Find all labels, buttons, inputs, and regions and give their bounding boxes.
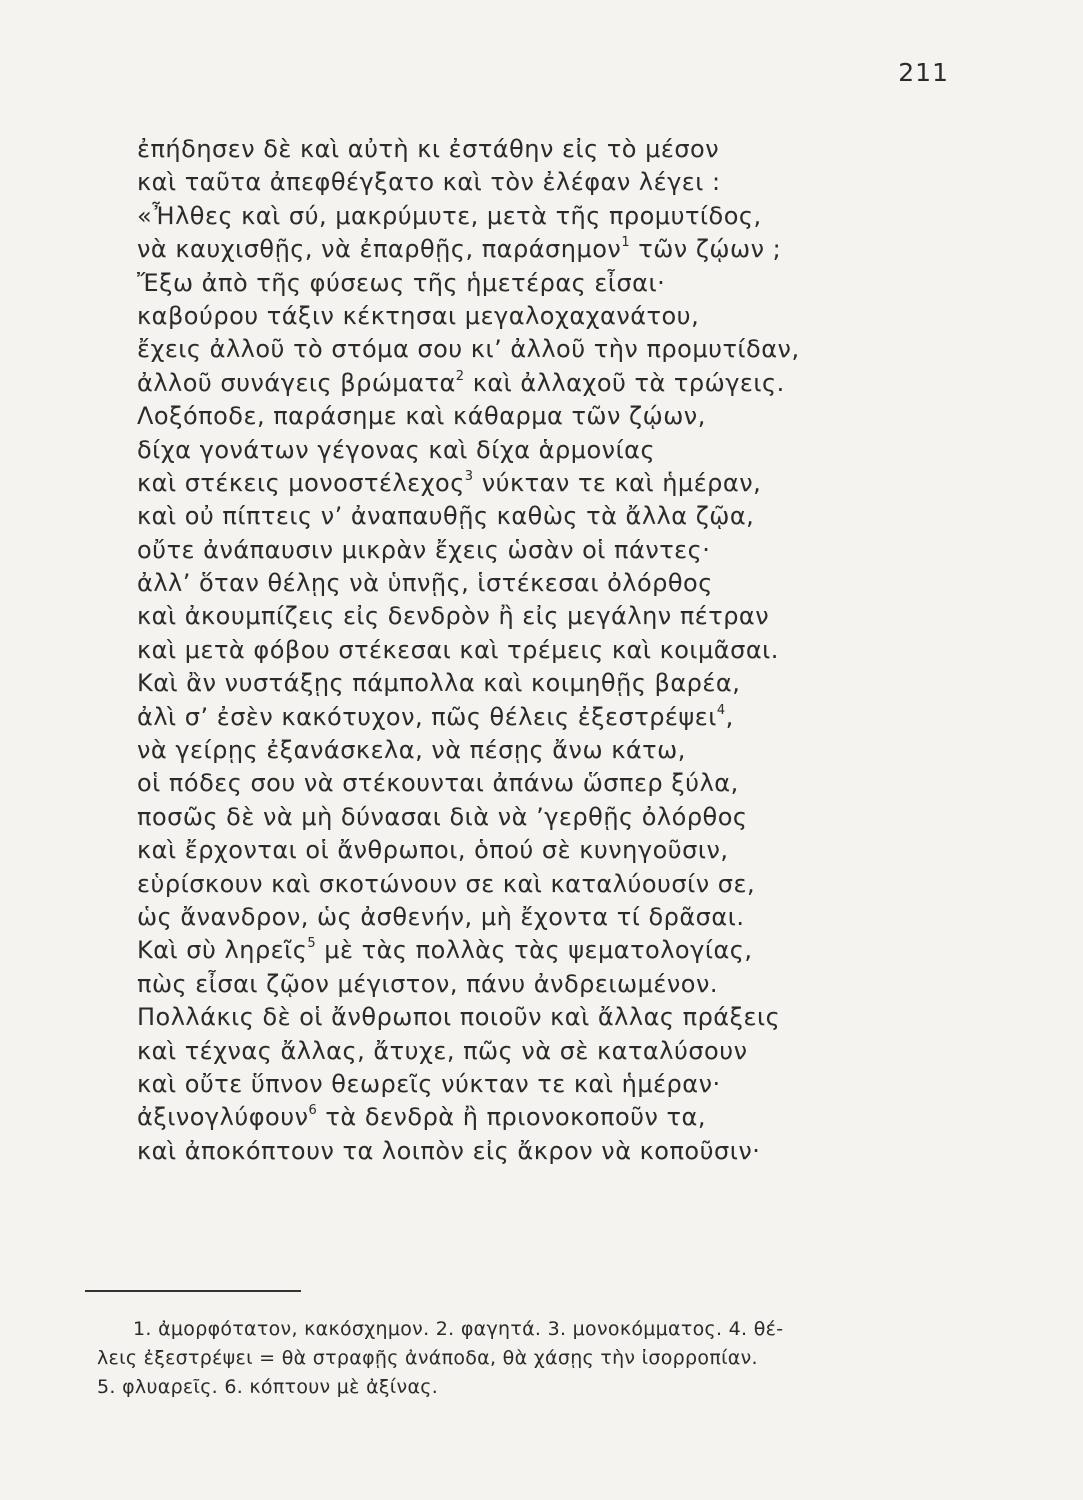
verse-text: καβούρου τάξιν κέκτησαι μεγαλοχαχανάτου, — [137, 301, 700, 330]
verse-line — [137, 434, 937, 467]
verse-line — [137, 1135, 937, 1168]
footnote-line: 1. ἀμορφότατον, κακόσχημον. 2. φαγητά. 3. μονοκόμματος. 4. θέ- — [133, 1318, 784, 1340]
verse-text: Καὶ σὺ ληρεῖς — [137, 936, 308, 965]
verse-text: καὶ ταῦτα ἀπεφθέγξατο καὶ τὸν ἐλέφαν λέγει : — [137, 168, 721, 197]
verse-line — [137, 801, 937, 834]
verse-line — [137, 400, 937, 433]
verse-line — [137, 166, 937, 199]
footnotes — [97, 1315, 969, 1402]
verse-text: ἀλλ’ ὅταν θέλῃς νὰ ὑπνῇς, ἱστέκεσαι ὀλόρθος — [137, 569, 713, 598]
verse-text: καὶ μετὰ φόβου στέκεσαι καὶ τρέμεις καὶ κοιμᾶσαι. — [137, 635, 779, 664]
verse-text-continued: , — [725, 702, 734, 731]
verse-line — [137, 300, 937, 333]
footnote-marker: 6 — [308, 1103, 318, 1119]
verse-text: ἔχεις ἀλλοῦ τὸ στόμα σου κι’ ἀλλοῦ τὴν προμυτίδαν, — [137, 335, 800, 364]
verse-text: ἀλὶ σ’ ἐσὲν κακότυχον, πῶς θέλεις ἐξεστρέψει — [137, 702, 717, 731]
verse-text: ἀλλοῦ συνάγεις βρώματα — [137, 368, 456, 397]
verse-line — [137, 467, 937, 500]
footnote-marker: 2 — [455, 368, 465, 384]
verse-line — [137, 667, 937, 700]
page-number: 211 — [898, 58, 949, 87]
footnote-marker: 3 — [464, 468, 474, 484]
verse-line — [137, 534, 937, 567]
verse-line — [137, 600, 937, 633]
verse-line — [137, 500, 937, 533]
verse-text: ἀξινογλύφουν — [137, 1103, 309, 1132]
verse-text: οὔτε ἀνάπαυσιν μικρὰν ἔχεις ὡσὰν οἱ πάντες· — [137, 535, 711, 564]
footnote-line: 5. φλυαρεῖς. 6. κόπτουν μὲ ἀξίνας. — [97, 1376, 439, 1398]
verse-text-continued: νύκταν τε καὶ ἡμέραν, — [473, 468, 762, 497]
verse-line — [137, 1035, 937, 1068]
verse-text: καὶ ἔρχονται οἱ ἄνθρωποι, ὁπού σὲ κυνηγοῦσιν, — [137, 836, 729, 865]
verse-line — [137, 333, 937, 366]
verse-text: «Ἦλθες καὶ σύ, μακρύμυτε, μετὰ τῆς προμυτίδος, — [137, 201, 762, 230]
verse-text-continued: μὲ τὰς πολλὰς τὰς ψεματολογίας, — [316, 936, 753, 965]
verse-line — [137, 634, 937, 667]
verse-text: καὶ στέκεις μονοστέλεχος — [137, 468, 465, 497]
verse-text: δίχα γονάτων γέγονας καὶ δίχα ἁρμονίας — [137, 435, 656, 464]
footnote-divider — [85, 1290, 301, 1292]
verse-line — [137, 200, 937, 233]
verse-text: οἱ πόδες σου νὰ στέκουνται ἀπάνω ὥσπερ ξύλα, — [137, 769, 739, 798]
verse-text: Λοξόποδε, παράσημε καὶ κάθαρμα τῶν ζῴων, — [137, 402, 706, 431]
verse-line — [137, 901, 937, 934]
verse-text: καὶ τέχνας ἄλλας, ἄτυχε, πῶς νὰ σὲ καταλύσουν — [137, 1036, 748, 1065]
verse-text: ποσῶς δὲ νὰ μὴ δύνασαι διὰ νὰ ’γερθῇς ὀλόρθος — [137, 802, 748, 831]
verse-text: ἐπήδησεν δὲ καὶ αὐτὴ κι ἐστάθην εἰς τὸ μέσον — [137, 135, 720, 163]
verse-line — [137, 934, 937, 967]
verse-text: Ἔξω ἀπὸ τῆς φύσεως τῆς ἡμετέρας εἶσαι· — [137, 268, 666, 297]
verse-text: ὡς ἄνανδρον, ὡς ἀσθενήν, μὴ ἔχοντα τί δρᾶσαι. — [137, 902, 745, 931]
footnote-marker: 5 — [307, 936, 317, 952]
verse-text: νὰ καυχισθῇς, νὰ ἐπαρθῇς, παράσημον — [137, 235, 622, 264]
verse-line — [137, 133, 937, 166]
verse-text: καὶ οὐ πίπτεις ν’ ἀναπαυθῇς καθὼς τὰ ἄλλα ζῷα, — [137, 502, 755, 531]
footnote-line: λεις ἐξεστρέψει = θὰ στραφῇς ἀνάποδα, θὰ χάσῃς τὴν ἰσορροπίαν. — [97, 1347, 758, 1369]
verse-line — [137, 734, 937, 767]
verse-line — [137, 267, 937, 300]
verse-line — [137, 968, 937, 1001]
verse-line — [137, 567, 937, 600]
verse-line — [137, 1068, 937, 1101]
verse-text-continued: τῶν ζῴων ; — [630, 235, 782, 264]
verse-text-continued: τὰ δενδρὰ ἢ πριονοκοποῦν τα, — [317, 1103, 706, 1132]
verse-text: εὑρίσκουν καὶ σκοτώνουν σε καὶ καταλύουσίν σε, — [137, 869, 756, 898]
verse-line — [137, 1001, 937, 1034]
verse-text: Πολλάκις δὲ οἱ ἄνθρωποι ποιοῦν καὶ ἄλλας πράξεις — [137, 1003, 781, 1032]
verse-text: Καὶ ἂν νυστάξῃς πάμπολλα καὶ κοιμηθῇς βαρέα, — [137, 669, 741, 698]
verse-text: καὶ οὔτε ὕπνον θεωρεῖς νύκταν τε καὶ ἡμέραν· — [137, 1069, 721, 1098]
verse-text: πὼς εἶσαι ζῷον μέγιστον, πάνυ ἀνδρειωμένον. — [137, 969, 718, 998]
verse-line — [137, 367, 937, 400]
footnote-marker: 4 — [716, 702, 726, 718]
verse-line — [137, 767, 937, 800]
verse-line — [137, 834, 937, 867]
verse-line — [137, 1101, 937, 1134]
verse-text: νὰ γείρῃς ἐξανάσκελα, νὰ πέσῃς ἄνω κάτω, — [137, 736, 686, 765]
footnote-marker: 1 — [621, 235, 631, 251]
poem-text — [137, 133, 937, 1168]
verse-line — [137, 701, 937, 734]
verse-text-continued: καὶ ἀλλαχοῦ τὰ τρώγεις. — [464, 368, 785, 397]
verse-line — [137, 868, 937, 901]
verse-text: καὶ ἀποκόπτουν τα λοιπὸν εἰς ἄκρον νὰ κοποῦσιν· — [137, 1136, 761, 1165]
verse-line — [137, 233, 937, 266]
verse-text: καὶ ἀκουμπίζεις εἰς δενδρὸν ἢ εἰς μεγάλην πέτραν — [137, 602, 770, 631]
